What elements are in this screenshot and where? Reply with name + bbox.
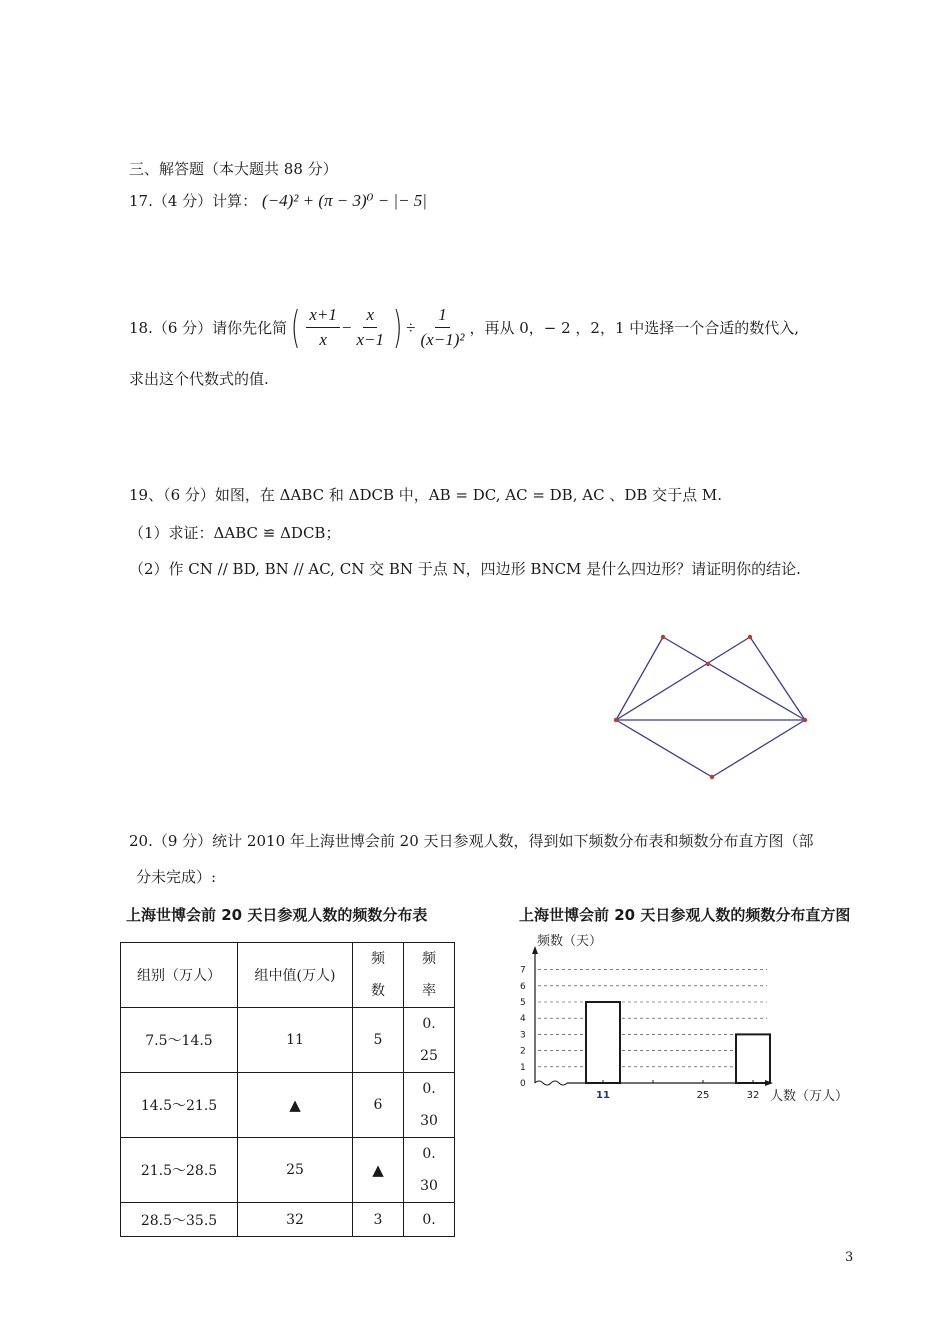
y-axis-label: 频数（天）: [537, 934, 603, 949]
left-paren: (: [291, 301, 301, 353]
q18-label: 18.（6 分）请你先化简: [129, 319, 288, 337]
missing-mid-marker: ▲: [238, 1073, 353, 1138]
segment-nc: [712, 720, 805, 777]
q18-fraction-1: $\frac{x+1}{x}$: [306, 305, 340, 350]
q18-line2: 求出这个代数式的值.: [129, 370, 269, 388]
y-tick-labels: [520, 966, 526, 1089]
point-m: [706, 662, 710, 666]
q19-part2: （2）作 CN // BD, BN // AC, CN 交 BN 于点 N，四边形 BNCM 是什么四边形？请证明你的结论.: [129, 560, 801, 578]
header-mid: 组中值(万人): [238, 943, 353, 1008]
q19-line1: 19、（6 分）如图，在 ΔABC 和 ΔDCB 中，AB = DC, AC = DB, AC 、DB 交于点 M.: [129, 486, 723, 504]
x-axis-label: 人数（万人）: [770, 1089, 849, 1104]
y-tick-label: 6: [520, 981, 526, 992]
missing-freq-marker: ▲: [353, 1138, 404, 1203]
question-18: [129, 301, 800, 353]
header-group: 组别（万人）: [121, 943, 238, 1008]
q18-tail: ，再从 0，− 2 ，2，1 中选择一个合适的数代入,: [469, 319, 800, 337]
y-tick-label: 3: [520, 1030, 526, 1041]
page-number: 3: [845, 1250, 854, 1265]
point-c: [803, 718, 807, 722]
point-a: [661, 635, 665, 639]
q20-line1: 20.（9 分）统计 2010 年上海世博会前 20 天日参观人数，得到如下频数分布表和频数分布直方图（部: [129, 832, 814, 850]
grid-lines: [538, 970, 767, 1067]
point-b: [614, 718, 618, 722]
y-tick-label: 4: [520, 1014, 526, 1025]
q18-minus: −: [341, 317, 352, 337]
bar-32: [736, 1034, 770, 1083]
q18-fraction-2: $\frac{x}{x-1}$: [356, 305, 384, 349]
point-n: [710, 775, 714, 779]
table-header-row: [121, 943, 455, 1008]
table-row: 21.5～28.5 25 ▲ 0. 30: [121, 1138, 455, 1203]
segment-ab: [616, 637, 663, 720]
x-tick-label: 11: [596, 1090, 610, 1101]
bars: [586, 1002, 770, 1083]
histogram-chart: [505, 928, 885, 1110]
axis-break: [535, 1081, 567, 1085]
section-title: 三、解答题（本大题共 88 分）: [129, 160, 338, 178]
segment-bn: [616, 720, 712, 777]
q19-part1: （1）求证：ΔABC ≌ ΔDCB；: [129, 524, 341, 542]
segment-bd: [616, 637, 750, 720]
point-d: [748, 635, 752, 639]
y-tick-label: 1: [520, 1062, 526, 1073]
y-tick-label: 7: [520, 965, 526, 976]
frequency-table: [120, 942, 455, 1237]
bar-11: [586, 1002, 620, 1083]
x-tick-label: 25: [696, 1090, 710, 1101]
table-row: 28.5～35.5 32 3 0.: [121, 1203, 455, 1237]
segment-dc: [750, 637, 805, 720]
question-17: [129, 190, 427, 211]
table-row: 14.5～21.5 ▲ 6 0. 30: [121, 1073, 455, 1138]
q17-expression: (−4)² + (π − 3)⁰ − |− 5|: [261, 191, 427, 210]
table-row: 7.5～14.5 11 5 0. 25: [121, 1008, 455, 1073]
header-freq: 频 数: [353, 943, 404, 1008]
header-rate: 频 率: [404, 943, 455, 1008]
q20-line2: 分未完成）:: [136, 868, 217, 886]
table-title: 上海世博会前 20 天日参观人数的频数分布表: [126, 906, 428, 924]
y-tick-label: 5: [520, 998, 526, 1008]
right-paren: ): [392, 301, 403, 353]
segment-ac: [663, 637, 805, 720]
y-tick-label: 2: [520, 1046, 526, 1057]
q18-divide: ÷: [406, 317, 416, 337]
x-tick-label: 32: [746, 1090, 760, 1101]
q18-fraction-3: $\frac{1}{\text{(x−1)²}}$: [420, 305, 465, 349]
q17-label: 17.（4 分）计算：: [129, 192, 258, 210]
geometry-figure: [600, 625, 820, 790]
histogram-title: 上海世博会前 20 天日参观人数的频数分布直方图: [519, 906, 851, 924]
y-tick-label: 0: [520, 1079, 526, 1089]
